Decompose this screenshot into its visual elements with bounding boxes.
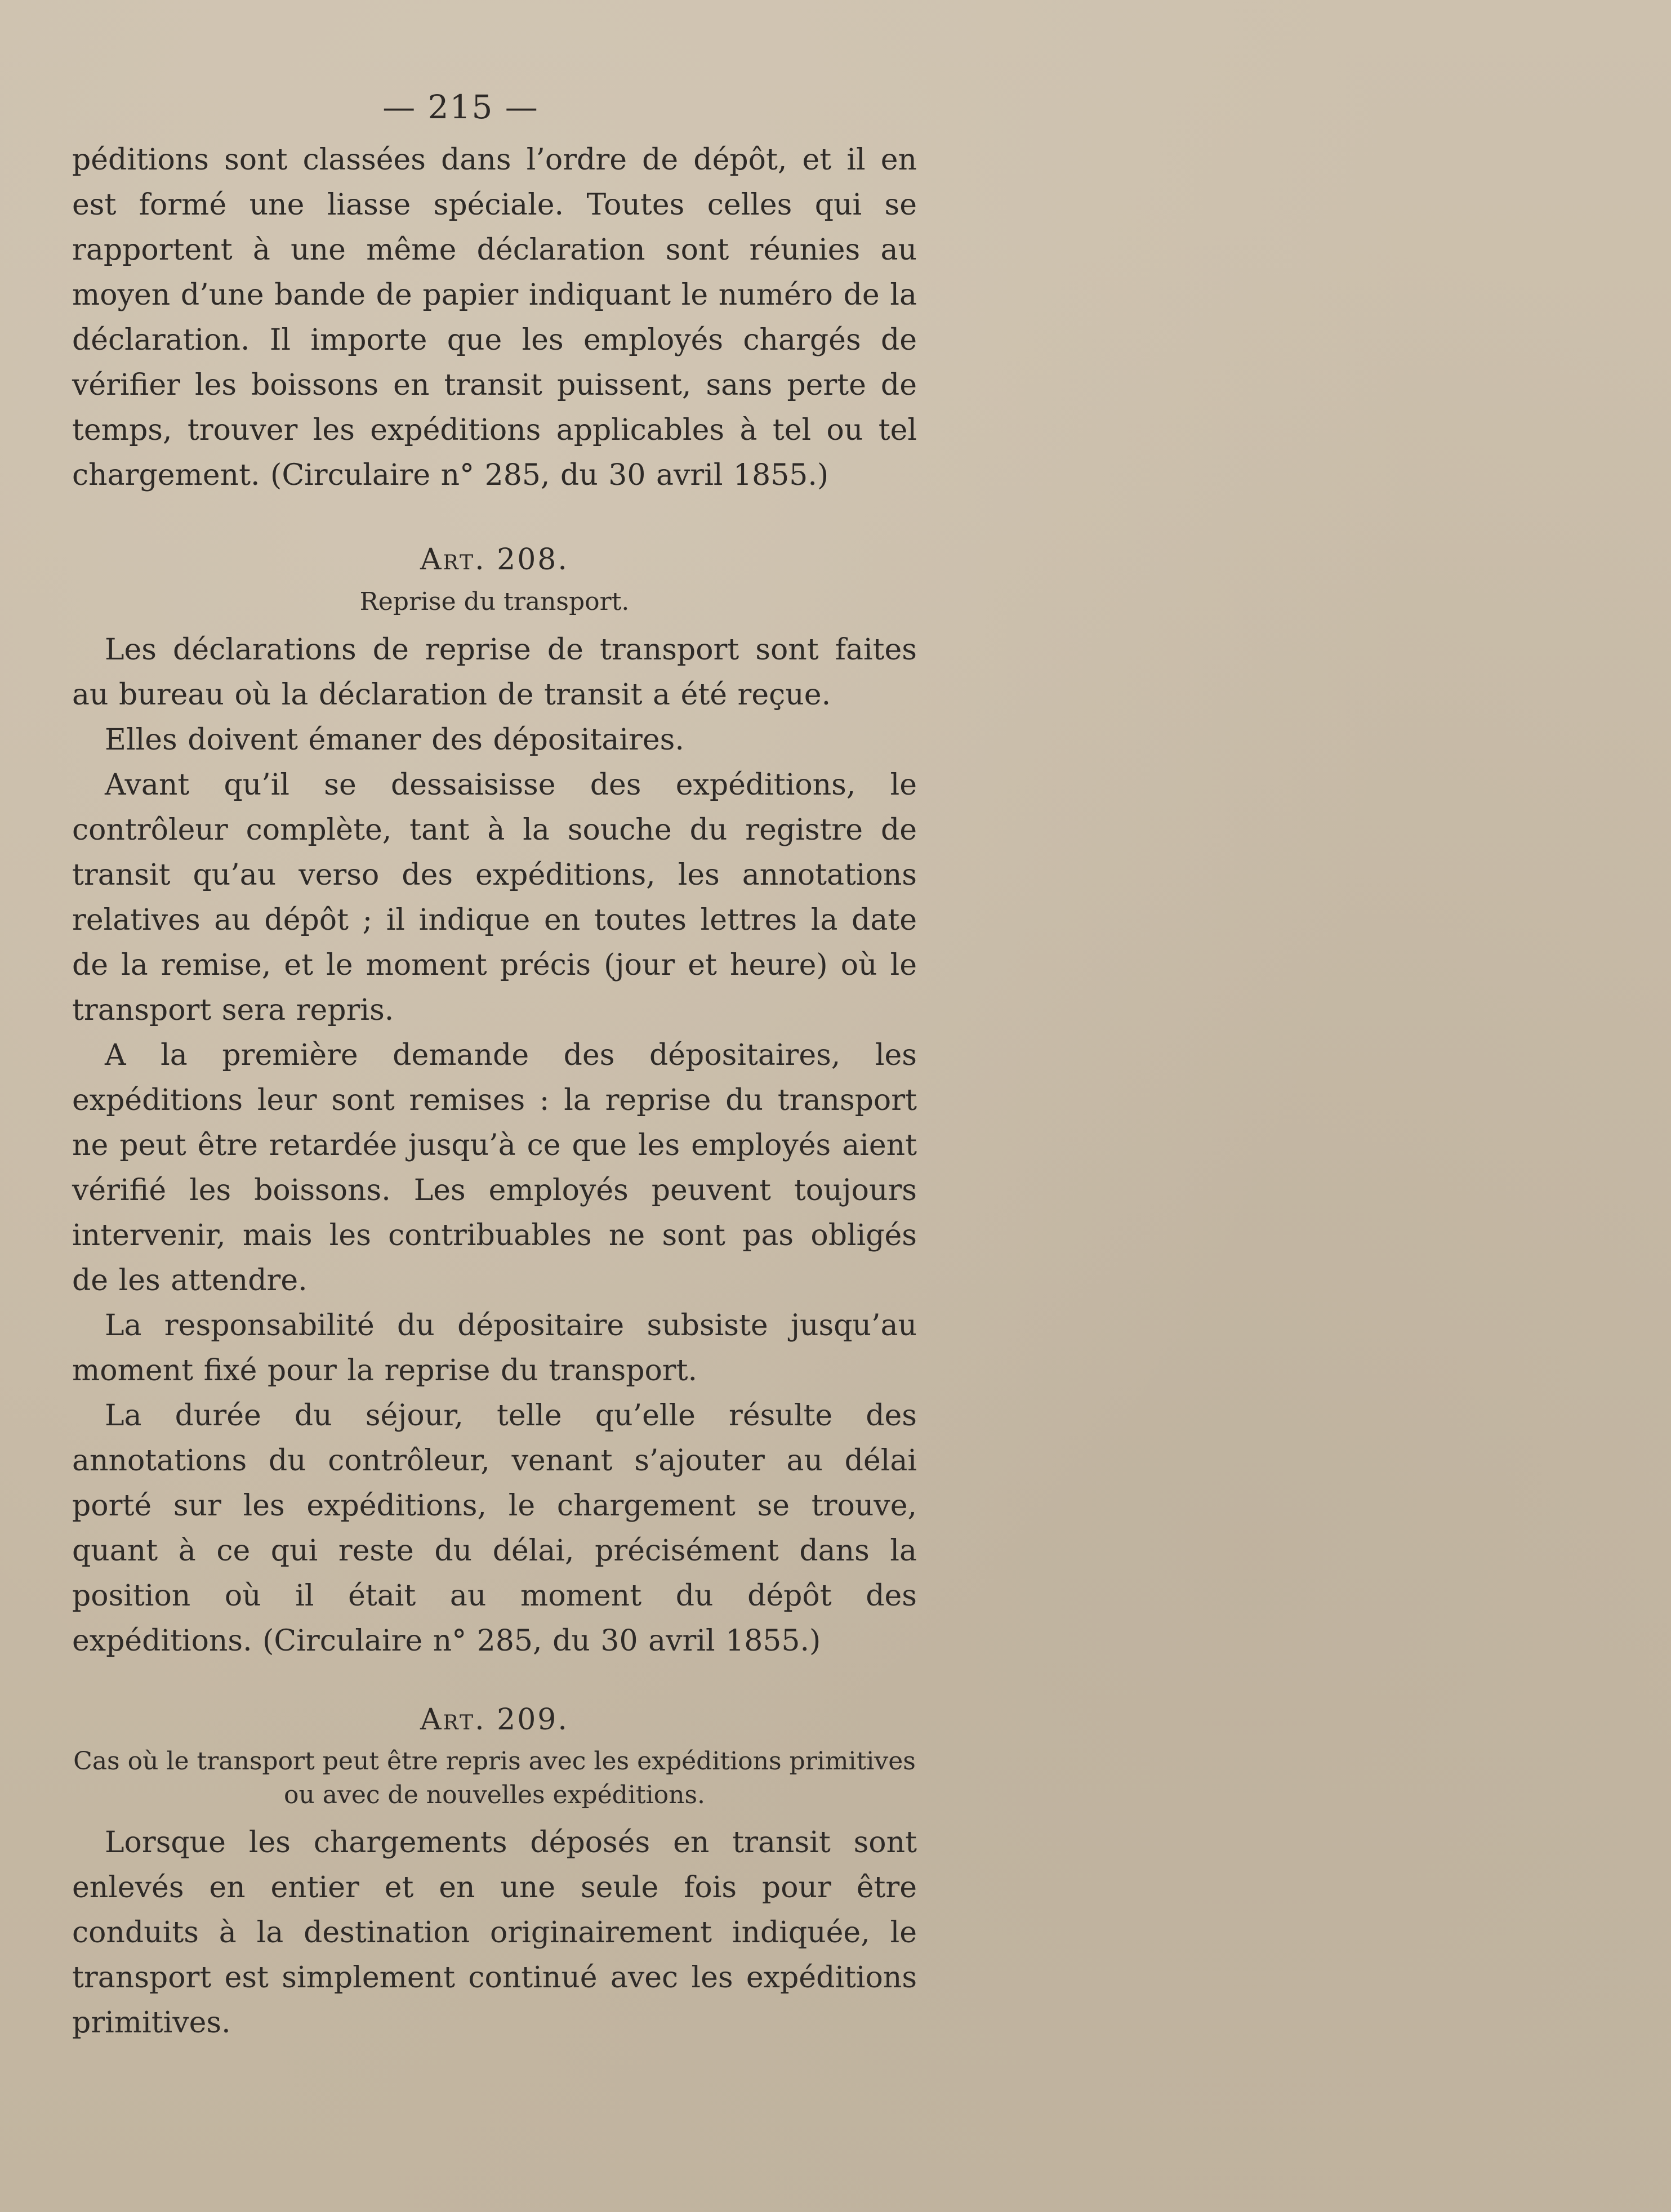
article-subtitle: Reprise du transport. [359, 587, 630, 616]
article-subtitle [72, 1745, 917, 1812]
book-page [72, 84, 917, 2045]
article-subtitle-line: Cas où le transport peut être repris avec les expéditions primitives [73, 1747, 916, 1776]
page-number: — 215 — [382, 88, 539, 126]
article-paragraph: A la première demande des dépositaires, les expéditions leur sont remises : la reprise du transport ne peut être retardée jusqu’à ce que les employés aient vérifié les boissons. Les employés peuvent toujours intervenir, mais les contribuables ne sont pas obligés de les attendre. [72, 1038, 917, 1297]
article-heading: Art. 208. [420, 543, 569, 577]
article-209 [72, 1697, 917, 2045]
article-paragraph: Avant qu’il se dessaisisse des expéditions, le contrôleur complète, tant à la souche du registre de transit qu’au verso des expéditions, les annotations relatives au dépôt ; il indique en toutes lettres la date de la remise, et le moment précis (jour et heure) où le transport sera repris. [72, 768, 917, 1027]
article-paragraph: La durée du séjour, telle qu’elle résulte des annotations du contrôleur, venant s’ajouter au délai porté sur les expéditions, le chargement se trouve, quant à ce qui reste du délai, précisément dans la position où il était au moment du dépôt des expéditions. (Circulaire n° 285, du 30 avril 1855.) [72, 1399, 917, 1658]
article-heading: Art. 209. [420, 1703, 569, 1737]
article-208 [72, 537, 917, 1664]
article-paragraph: La responsabilité du dépositaire subsiste jusqu’au moment fixé pour la reprise du transport. [72, 1309, 917, 1388]
opening-paragraph: péditions sont classées dans l’ordre de dépôt, et il en est formé une liasse spéciale. Toutes celles qui se rapportent à une même déclaration sont réunies au moyen d’une bande de papier indiquant le numéro de la déclaration. Il importe que les employés chargés de vérifier les boissons en transit puissent, sans perte de temps, trouver les expéditions applicables à tel ou tel chargement. (Circulaire n° 285, du 30 avril 1855.) [72, 143, 917, 492]
article-paragraph: Elles doivent émaner des dépositaires. [105, 723, 684, 757]
article-paragraph: Les déclarations de reprise de transport sont faites au bureau où la déclaration de transit a été reçue. [72, 633, 917, 712]
article-paragraph: Lorsque les chargements déposés en transit sont enlevés en entier et en une seule fois pour être conduits à la destination originairement indiquée, le transport est simplement continué avec les expéditions primitives. [72, 1826, 917, 2040]
article-subtitle-line: ou avec de nouvelles expéditions. [283, 1781, 706, 1809]
